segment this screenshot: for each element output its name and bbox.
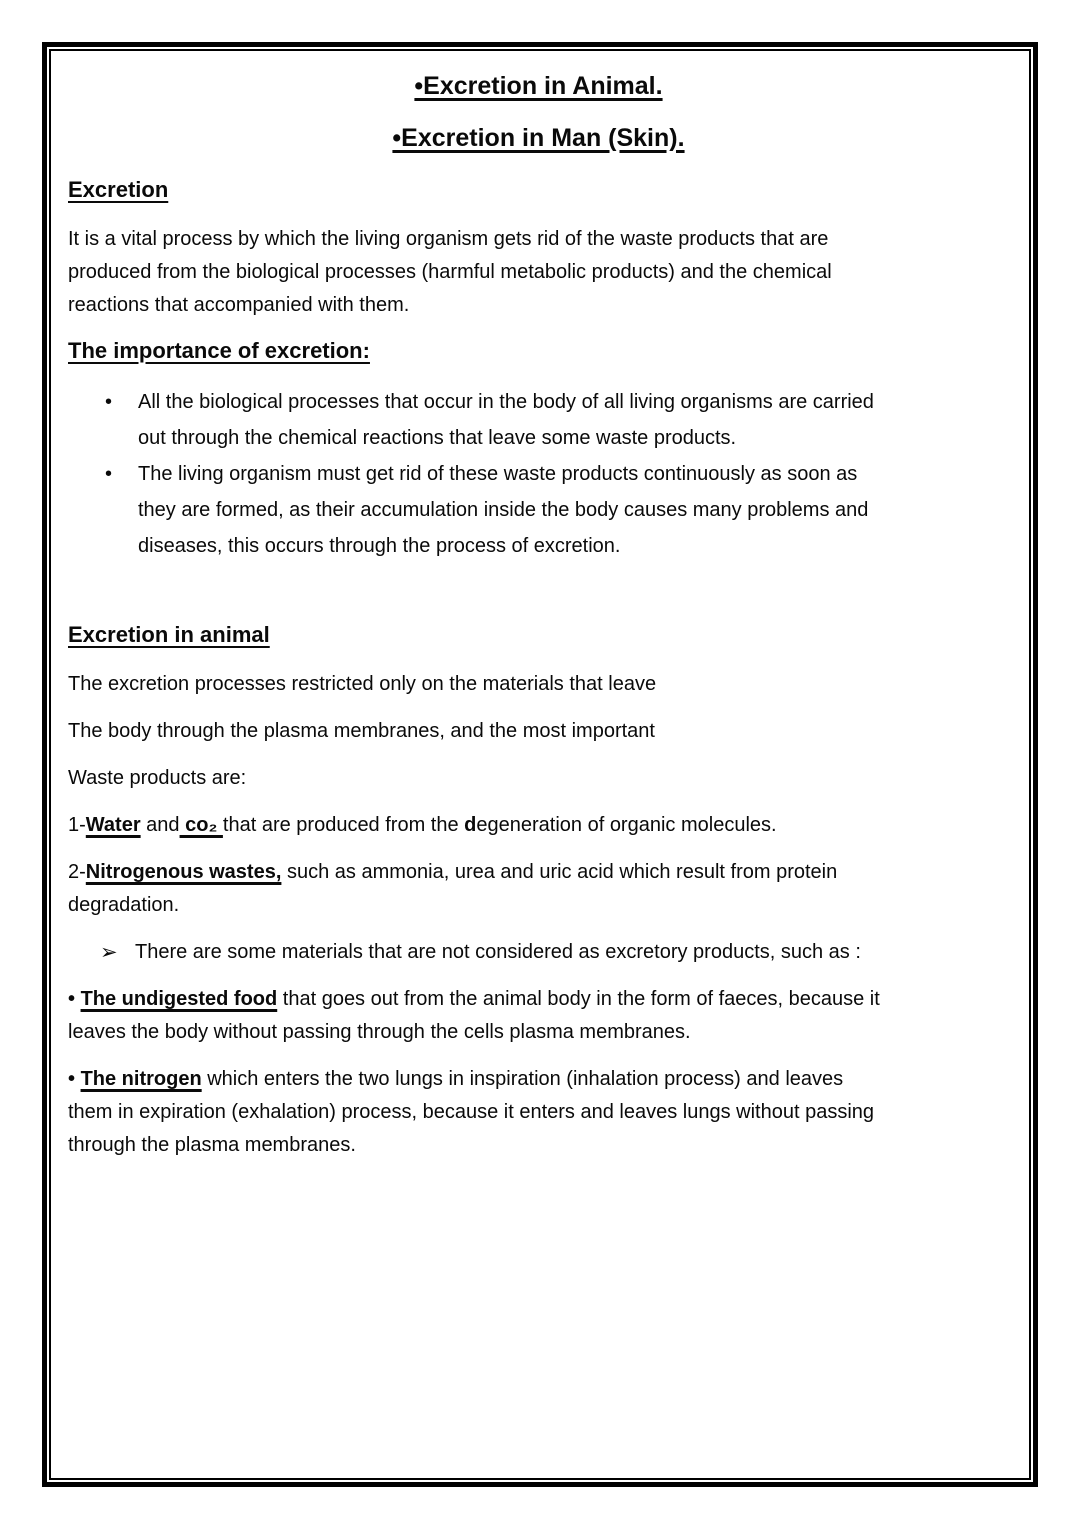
page-border-inner	[49, 49, 1031, 1480]
heading-excretion-in-animal: Excretion in animal	[68, 622, 270, 647]
bullet-icon: •	[105, 463, 113, 485]
heading-importance-of-excretion: The importance of excretion:	[68, 338, 370, 363]
waste-item-nitrogenous: 2-Nitrogenous wastes, such as ammonia, urea and uric acid which result from protein degradation.	[68, 861, 838, 916]
point-nitrogen: • The nitrogen which enters the two lungs in inspiration (inhalation process) and leaves them in expiration (exhalation) process, because it enters and leaves lungs without passing through the plasma membranes.	[68, 1068, 875, 1156]
note-text: There are some materials that are not considered as excretory products, such as :	[135, 941, 861, 963]
excretion-definition-paragraph: It is a vital process by which the living organism gets rid of the waste products that are produced from the biological processes (harmful metabolic products) and the chemical reactions that accompanied with them.	[68, 228, 832, 316]
animal-paragraph-line-1: The excretion processes restricted only on the materials that leave	[68, 673, 657, 695]
animal-paragraph-line-2: The body through the plasma membranes, and the most important	[68, 720, 655, 742]
list-item	[68, 384, 1009, 456]
document-title-man-skin: •Excretion in Man (Skin).	[392, 124, 685, 152]
animal-paragraph-line-3: Waste products are:	[68, 767, 247, 789]
document-content	[51, 51, 1029, 1478]
list-item-text: The living organism must get rid of these waste products continuously as soon as they are formed, as their accumulation inside the body causes many problems and diseases, this occurs through the process of excretion.	[138, 463, 869, 557]
page-border-outer	[42, 42, 1038, 1487]
document-title-animal: •Excretion in Animal.	[414, 72, 663, 100]
arrow-bullet-icon: ➢	[100, 941, 118, 964]
note-paragraph	[68, 936, 1009, 969]
waste-item-water-co2: 1-Water and co₂ that are produced from the degeneration of organic molecules.	[68, 814, 777, 836]
list-item	[68, 456, 1009, 564]
point-undigested-food: • The undigested food that goes out from the animal body in the form of faeces, because it leaves the body without passing through the cells plasma membranes.	[68, 988, 880, 1043]
bullet-icon: •	[105, 391, 113, 413]
heading-excretion: Excretion	[68, 177, 169, 202]
list-item-text: All the biological processes that occur in the body of all living organisms are carried out through the chemical reactions that leave some waste products.	[138, 391, 874, 449]
importance-bullet-list	[68, 384, 1009, 564]
